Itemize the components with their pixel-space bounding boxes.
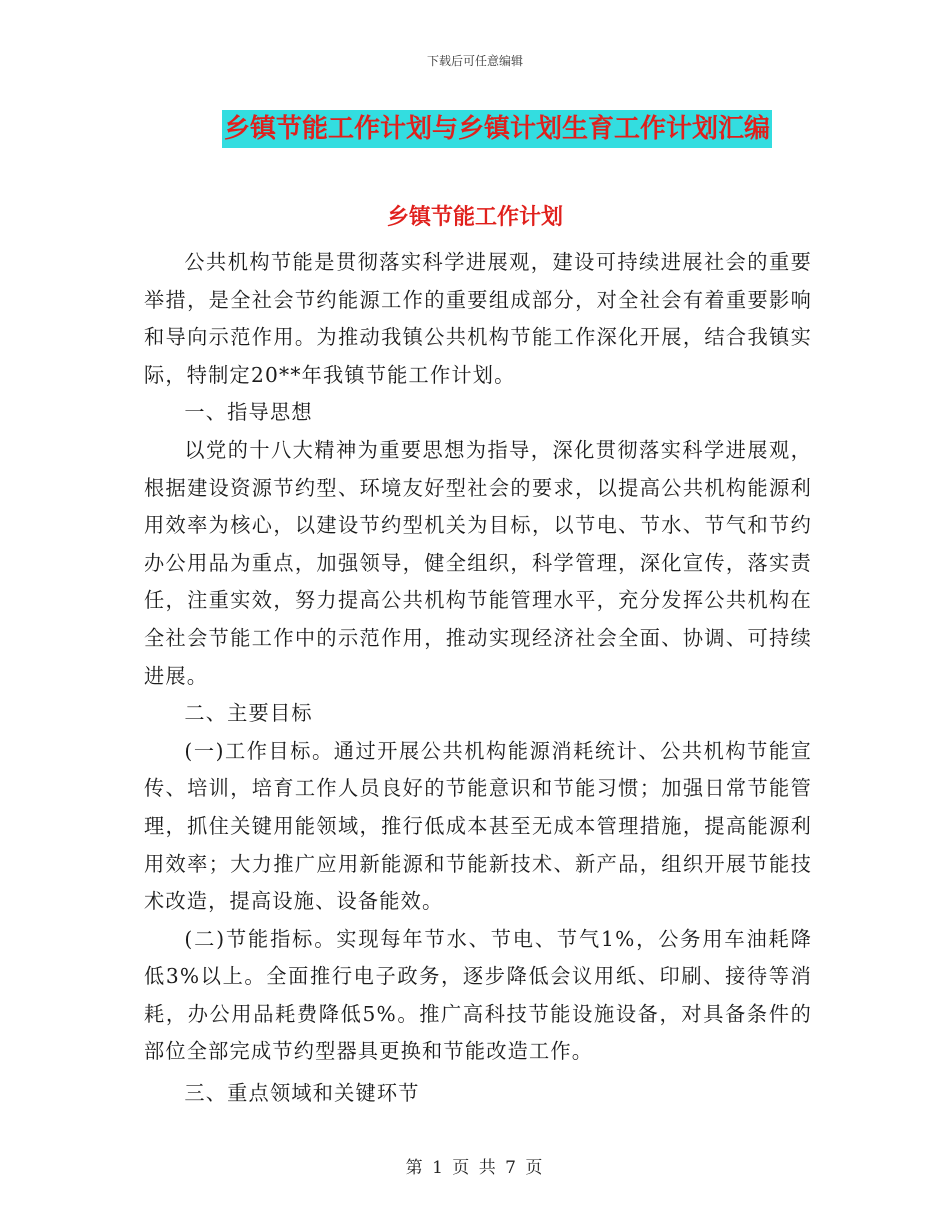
heading-main-goals: 二、主要目标 [184,701,313,726]
paragraph-guiding-ideology: 以党的十八大精神为重要思想为指导，深化贯彻落实科学进展观，根据建设资源节约型、环境友好型社会的要求，以提高公共机构能源利用效率为核心，以建设节约型机关为目标，以节电、节水、节气和节约办公用品为重点，加强领导，健全组织，科学管理，深化宣传，落实责任，注重实效，努力提高公共机构节能管理水平，充分发挥公共机构在全社会节能工作中的示范作用，推动实现经济社会全面、协调、可持续进展。 [144,437,812,688]
header-note: 下载后可任意编辑 [426,54,523,68]
page-footer: 第 1 页 共 7 页 [405,1158,545,1178]
heading-key-areas: 三、重点领域和关键环节 [184,1081,420,1106]
paragraph-energy-indicators: (二)节能指标。实现每年节水、节电、节气1%，公务用车油耗降低3%以上。全面推行电子政务，逐步降低会议用纸、印刷、接待等消耗，办公用品耗费降低5%。推广高科技节能设施设备，对具备条件的部位全部完成节约型器具更换和节能改造工作。 [144,926,812,1064]
section-title: 乡镇节能工作计划 [386,205,563,230]
document-body [144,244,812,1113]
paragraph-intro: 公共机构节能是贯彻落实科学进展观，建设可持续进展社会的重要举措，是全社会节约能源工作的重要组成部分，对全社会有着重要影响和导向示范作用。为推动我镇公共机构节能工作深化开展，结合我镇实际，特制定20**年我镇节能工作计划。 [144,250,812,387]
document-title: 乡镇节能工作计划与乡镇计划生育工作计划汇编 [222,110,772,148]
paragraph-work-goals: (一)工作目标。通过开展公共机构能源消耗统计、公共机构节能宣传、培训，培育工作人员良好的节能意识和节能习惯；加强日常节能管理，抓住关键用能领域，推行低成本甚至无成本管理措施，提高能源利用效率；大力推广应用新能源和节能新技术、新产品，组织开展节能技术改造，提高设施、设备能效。 [144,738,812,914]
heading-guiding-ideology: 一、指导思想 [184,400,313,425]
